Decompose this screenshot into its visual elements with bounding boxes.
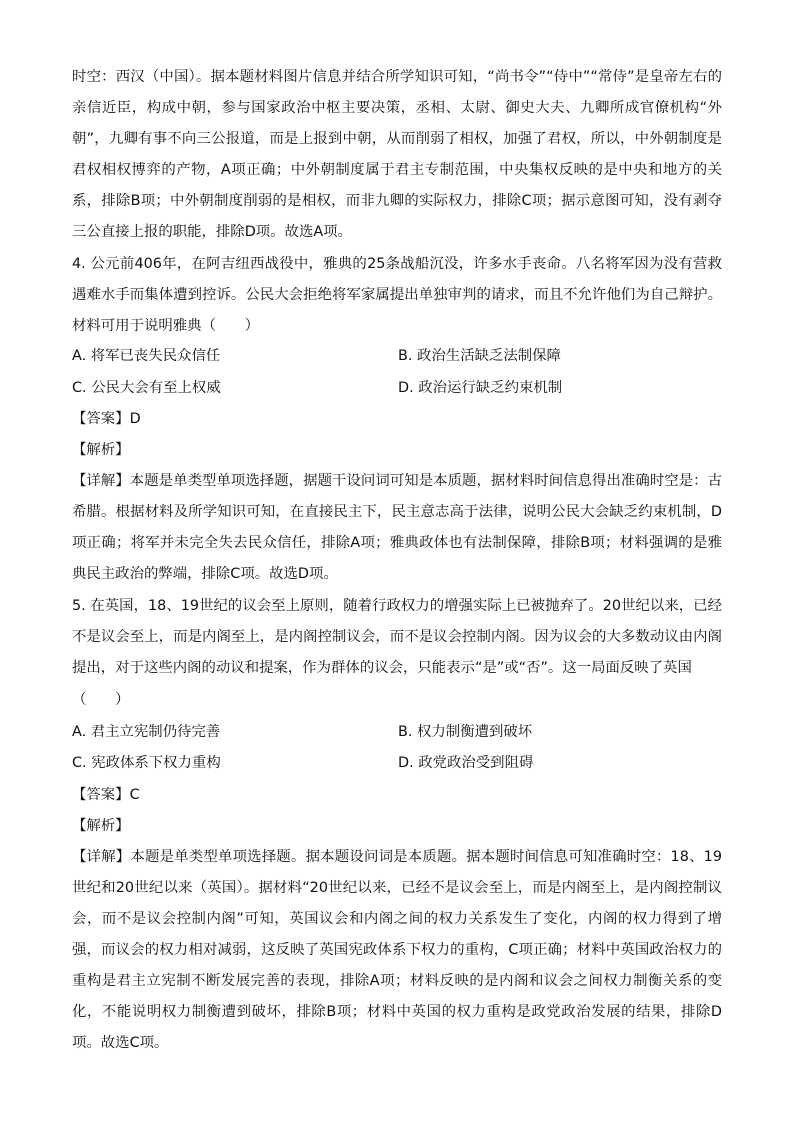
q4-stem: 4. 公元前406年，在阿吉纽西战役中，雅典的25条战船沉没，许多水手丧命。八名将军因为没有营救遇难水手而集体遭到控诉。公民大会拒绝将军家属提出单独审判的请求，而且不允许他们为自己辩护。材料可用于说明雅典（ ） [72,256,722,334]
q5-stem-bracket: （ ） [72,692,130,708]
q4-option-c: C. 公民大会有至上权威 [72,380,221,396]
q5-option-d: D. 政党政治受到阻碍 [398,755,534,771]
q5-option-a: A. 君主立宪制仍待完善 [72,724,221,740]
q5-stem: 5. 在英国，18、19世纪的议会至上原则，随着行政权力的增强实际上已被抛弃了。20世纪以来，已经不是议会至上，而是内阁至上，是内阁控制议会，而不是议会控制内阁。因为议会的大多数动议由内阁提出，对于这些内阁的动议和提案，作为群体的议会，只能表示“是”或“否”。这一局面反映了英国 [72,598,722,676]
q4-option-a: A. 将军已丧失民众信任 [72,348,221,364]
q4-analysis-label: 【解析】 [72,442,130,458]
q4-detail: 【详解】本题是单类型单项选择题，据题干设问词可知是本质题，据材料时间信息得出准确时空是：古希腊。根据材料及所学知识可知，在直接民主下，民主意志高于法律，说明公民大会缺乏约束机制，D项正确；将军并未完全失去民众信任，排除A项；雅典政体也有法制保障，排除B项；材料强调的是雅典民主政治的弊端，排除C项。故选D项。 [72,473,722,582]
q3-explanation: 时空：西汉（中国）。据本题材料图片信息并结合所学知识可知，“尚书令”“侍中”“常侍”是皇帝左右的亲信近臣，构成中朝，参与国家政治中枢主要决策，丞相、太尉、御史大夫、九卿所成官僚机构“外朝”，九卿有事不向三公报道，而是上报到中朝，从而削弱了相权，加强了君权，所以，中外朝制度是君权相权博弈的产物，A项正确；中外朝制度属于君主专制范围，中央集权反映的是中央和地方的关系，排除B项；中外朝制度削弱的是相权，而非九卿的实际权力，排除C项；据示意图可知，没有剥夺三公直接上报的职能，排除D项。故选A项。 [72,69,722,240]
q5-analysis-label: 【解析】 [72,818,130,834]
q5-detail: 【详解】本题是单类型单项选择题。据本题设问词是本质题。据本题时间信息可知准确时空：18、19世纪和20世纪以来（英国）。据材料“20世纪以来，已经不是议会至上，而是内阁至上，是内阁控制议会，而不是议会控制内阁”可知，英国议会和内阁之间的权力关系发生了变化，内阁的权力得到了增强，而议会的权力相对减弱，这反映了英国宪政体系下权力的重构，C项正确；材料中英国政治权力的重构是君主立宪制不断发展完善的表现，排除A项；材料反映的是内阁和议会之间权力制衡关系的变化，不能说明权力制衡遭到破坏，排除B项；材料中英国的权力重构是政党政治发展的结果，排除D项。故选C项。 [72,849,722,1051]
q4-option-d: D. 政治运行缺乏约束机制 [398,380,563,396]
q4-option-b: B. 政治生活缺乏法制保障 [398,348,561,364]
q5-option-c: C. 宪政体系下权力重构 [72,755,221,771]
q5-option-b: B. 权力制衡遭到破坏 [398,724,533,740]
q5-answer: 【答案】C [72,787,140,803]
q4-answer: 【答案】D [72,411,141,427]
